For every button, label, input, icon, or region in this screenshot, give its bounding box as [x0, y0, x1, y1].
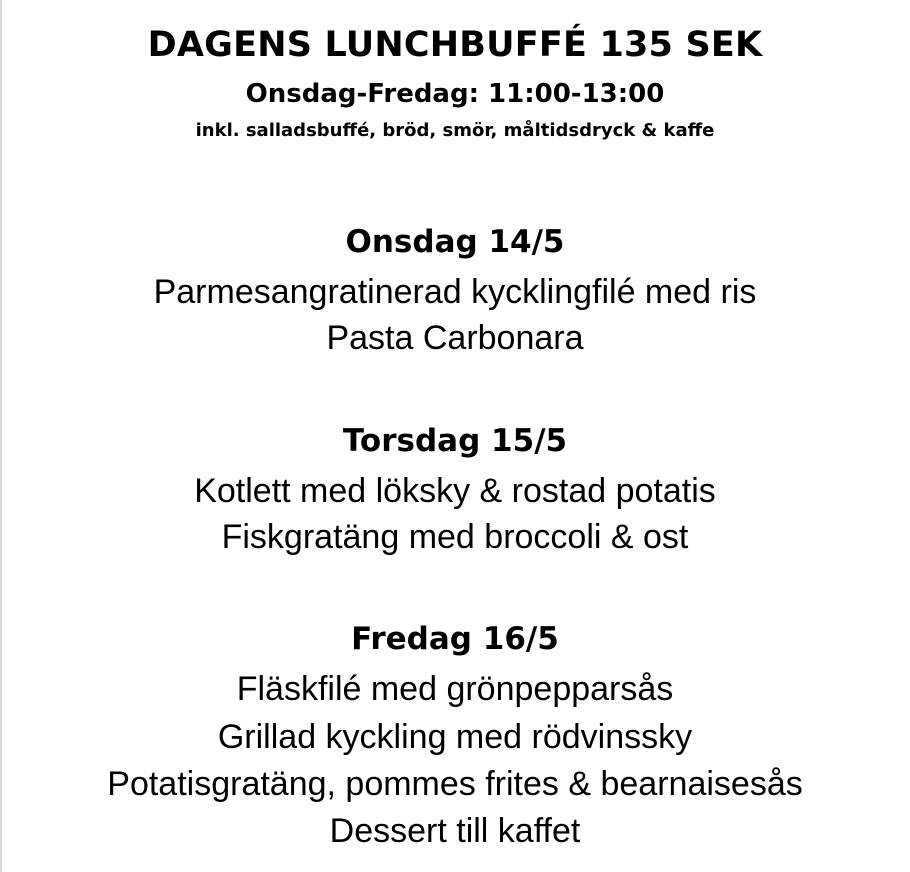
day-heading-thursday: Torsdag 15/5 [342, 423, 568, 459]
day-heading-friday: Fredag 16/5 [351, 621, 559, 657]
dish-item: Kotlett med löksky & rostad potatis [194, 472, 716, 510]
dish-item: Dessert till kaffet [329, 812, 581, 850]
buffet-includes: inkl. salladsbuffé, bröd, smör, måltidsdryck & kaffe [195, 120, 715, 141]
day-heading-wednesday: Onsdag 14/5 [345, 224, 565, 260]
dish-item: Pasta Carbonara [326, 319, 584, 357]
dish-item: Grillad kyckling med rödvinssky [217, 718, 693, 756]
dish-item: Fiskgratäng med broccoli & ost [221, 518, 689, 556]
opening-hours: Onsdag-Fredag: 11:00-13:00 [245, 79, 665, 109]
dish-item: Potatisgratäng, pommes frites & bearnaisesås [107, 765, 803, 803]
dish-item: Parmesangratinerad kycklingfilé med ris [153, 273, 757, 311]
dish-item: Fläskfilé med grönpepparsås [236, 670, 674, 708]
menu-title: DAGENS LUNCHBUFFÉ 135 SEK [147, 25, 763, 65]
